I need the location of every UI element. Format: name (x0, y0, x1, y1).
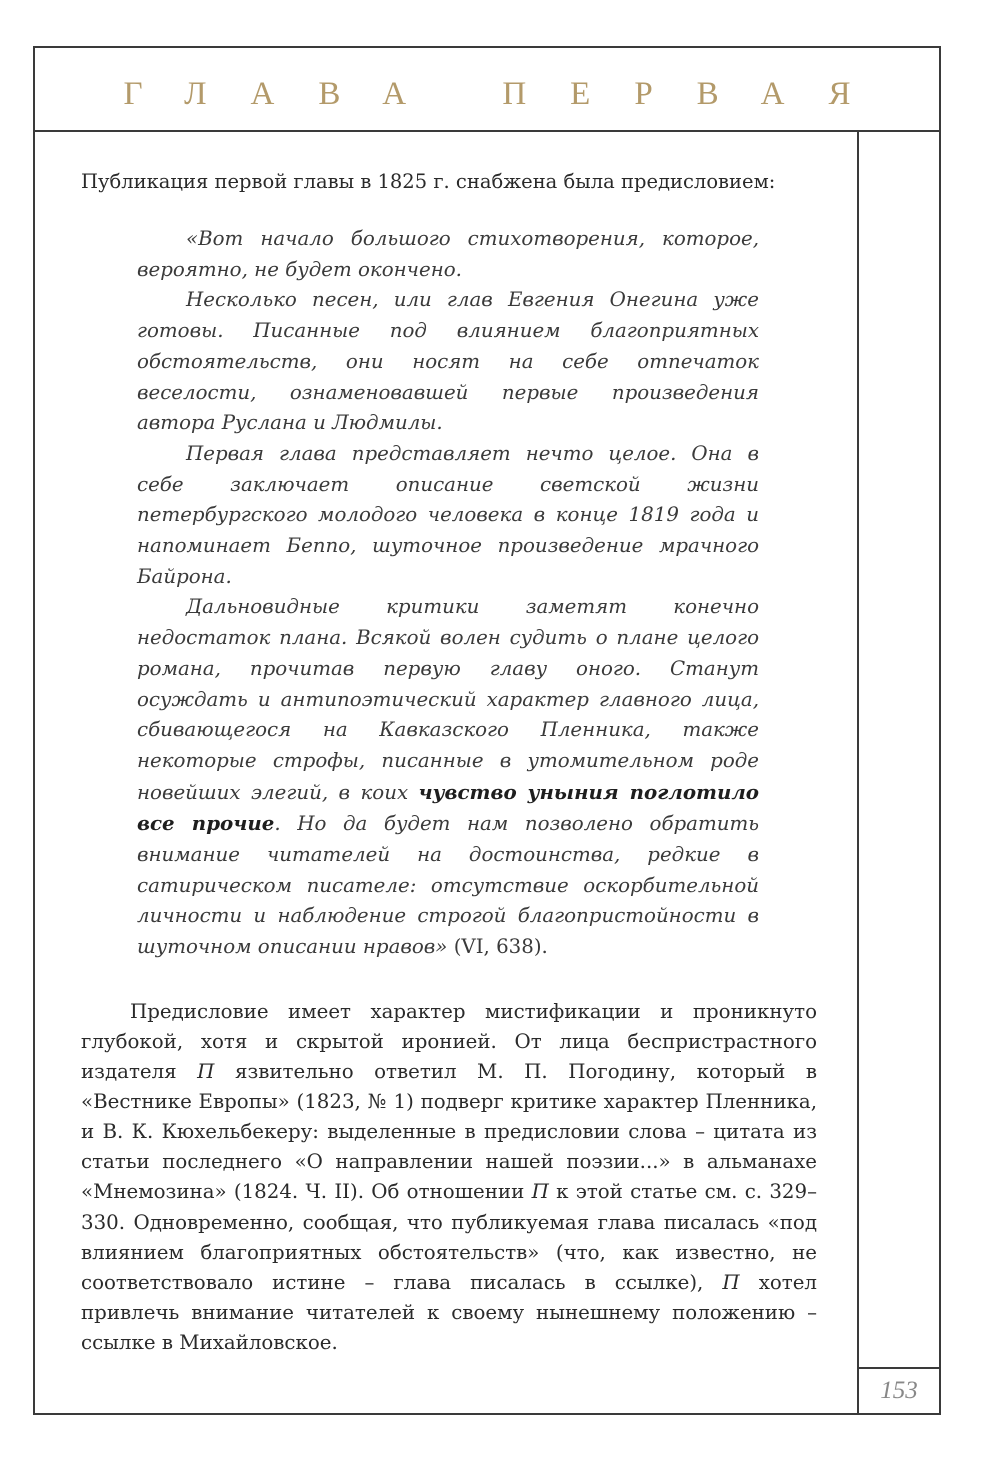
body-text: Предисловие имеет характер мистификации и проникнуто глубокой, хотя и скрытой иронией. От лица беспристрастного издателя (81, 999, 817, 1084)
margin-column (857, 130, 939, 1413)
quote-paragraph-3: Первая глава представляет нечто целое. Она в себе заключает описание светской жизни петербургского молодого человека в конце 1819 года и напоминает Беппо, шуточное произведение мрачного Байрона. (137, 441, 759, 588)
page-number: 153 (859, 1367, 939, 1413)
author-initial: П (197, 1060, 215, 1084)
author-initial: П (722, 1270, 740, 1294)
quote-citation: (VI, 638). (447, 935, 548, 959)
body-text: хотел привлечь внимание читателей к своему нынешнему положению – ссылке в Михайловское. (81, 1270, 817, 1354)
page-content (81, 167, 817, 1358)
quote-text: Дальновидные критики заметят конечно недостаток плана. Всякой волен судить о плане целого романа, прочитав первую главу оного. Станут осуждать и антипоэтический характер главного лица, сбивающегося на Кавказского Пленника, также некоторые строфы, писанные в утомительном роде новейших элегий, в коих (137, 595, 759, 804)
body-text: язвительно ответил М. П. Погодину, который в «Вестнике Европы» (1823, № 1) подверг критике характер Пленника, и В. К. Кюхельбекеру: выделенные в предисловии слова – цитата из статьи последнего «О направлении нашей поэзии...» в альманахе «Мнемозина» (1824. Ч. II). Об отношении (81, 1060, 817, 1204)
quote-paragraph-2: Несколько песен, или глав Евгения Онегина уже готовы. Писанные под влиянием благоприятных обстоятельств, они носят на себе отпечаток веселости, ознаменовавшей первые произведения автора Руслана и Людмилы. (137, 288, 759, 435)
intro-paragraph: Публикация первой главы в 1825 г. снабжена была предисловием: (81, 170, 776, 193)
chapter-header (35, 48, 939, 132)
quote-paragraph-1: «Вот начало большого стихотворения, которое, вероятно, не будет окончено. (137, 227, 759, 281)
quote-emphasis: чувство уныния поглотило все прочие (137, 779, 759, 836)
body-paragraph (81, 997, 817, 1358)
quote-paragraph-4 (137, 592, 759, 962)
quote-text: . Но да будет нам позволено обратить внимание читателей на достоинства, редкие в сатирическом писателе: отсутствие оскорбительной личности и наблюдение строгой благопристойности в шуточном описании нравов» (137, 812, 759, 959)
body-text: к этой статье см. с. 329–330. Одновременно, сообщая, что публикуемая глава писалась «под влиянием благоприятных обстоятельств» (что, как известно, не соответствовало истине – глава писалась в ссылке), (81, 1180, 817, 1294)
chapter-title: ГЛАВА ПЕРВАЯ (123, 76, 895, 112)
author-initial: П (531, 1180, 549, 1204)
preface-quote (137, 224, 759, 963)
